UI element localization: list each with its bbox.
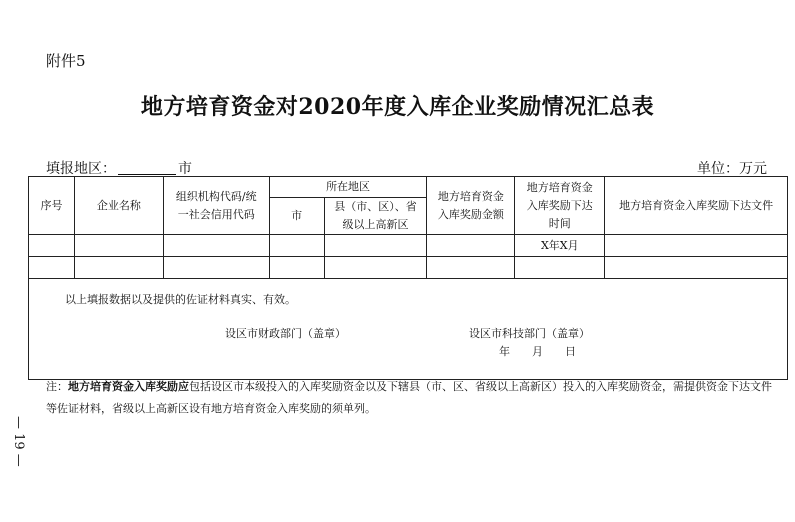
header-issue-time: 地方培育资金入库奖励下达时间 <box>515 177 605 235</box>
attachment-label: 附件5 <box>46 52 86 70</box>
header-amount: 地方培育资金入库奖励金额 <box>427 177 515 235</box>
header-county: 县（市、区）、省级以上高新区 <box>324 198 427 235</box>
date-line: 年 月 日 <box>499 345 576 358</box>
header-document: 地方培育资金入库奖励下达文件 <box>605 177 788 235</box>
header-seq: 序号 <box>29 177 75 235</box>
cell-city <box>269 257 324 279</box>
fill-region-line <box>46 158 192 178</box>
science-seal-label: 设区市科技部门（盖章） <box>469 327 590 340</box>
cell-document <box>605 257 788 279</box>
footnote <box>46 376 776 420</box>
footnote-prefix: 注： <box>46 380 68 393</box>
table-row <box>29 235 788 257</box>
cell-amount <box>427 235 515 257</box>
fill-region-blank <box>118 160 176 175</box>
cell-amount <box>427 257 515 279</box>
cell-seq <box>29 257 75 279</box>
header-org-code: 组织机构代码/统一社会信用代码 <box>163 177 269 235</box>
cell-document <box>605 235 788 257</box>
cell-county <box>324 235 427 257</box>
declaration-text: 以上填报数据以及提供的佐证材料真实、有效。 <box>65 293 296 306</box>
cell-city <box>269 235 324 257</box>
declaration-cell <box>29 279 788 380</box>
fill-region-label: 填报地区： <box>46 161 116 177</box>
header-city: 市 <box>269 198 324 235</box>
footnote-bold: 地方培育资金入库奖励应 <box>68 380 189 393</box>
summary-table <box>28 176 788 380</box>
cell-org-code <box>163 257 269 279</box>
header-location: 所在地区 <box>269 177 427 198</box>
cell-issue-time <box>515 257 605 279</box>
page-title: 地方培育资金对2020年度入库企业奖励情况汇总表 <box>140 94 655 120</box>
fill-region-suffix: 市 <box>178 161 192 177</box>
page-number: — 19 — <box>11 416 26 467</box>
unit-label: 单位：万元 <box>697 161 767 177</box>
finance-seal-label: 设区市财政部门（盖章） <box>225 327 346 340</box>
table-row <box>29 257 788 279</box>
cell-issue-time: X年X月 <box>515 235 605 257</box>
footnote-text: 包括设区市本级投入的入库奖励资金以及下辖县（市、区、省级以上高新区）投入的入库奖励资金，需提供资金下达文件等佐证材料，省级以上高新区设有地方培育资金入库奖励的须单列。 <box>46 380 772 415</box>
cell-county <box>324 257 427 279</box>
cell-company <box>74 257 163 279</box>
header-company: 企业名称 <box>74 177 163 235</box>
cell-org-code <box>163 235 269 257</box>
cell-company <box>74 235 163 257</box>
cell-seq <box>29 235 75 257</box>
